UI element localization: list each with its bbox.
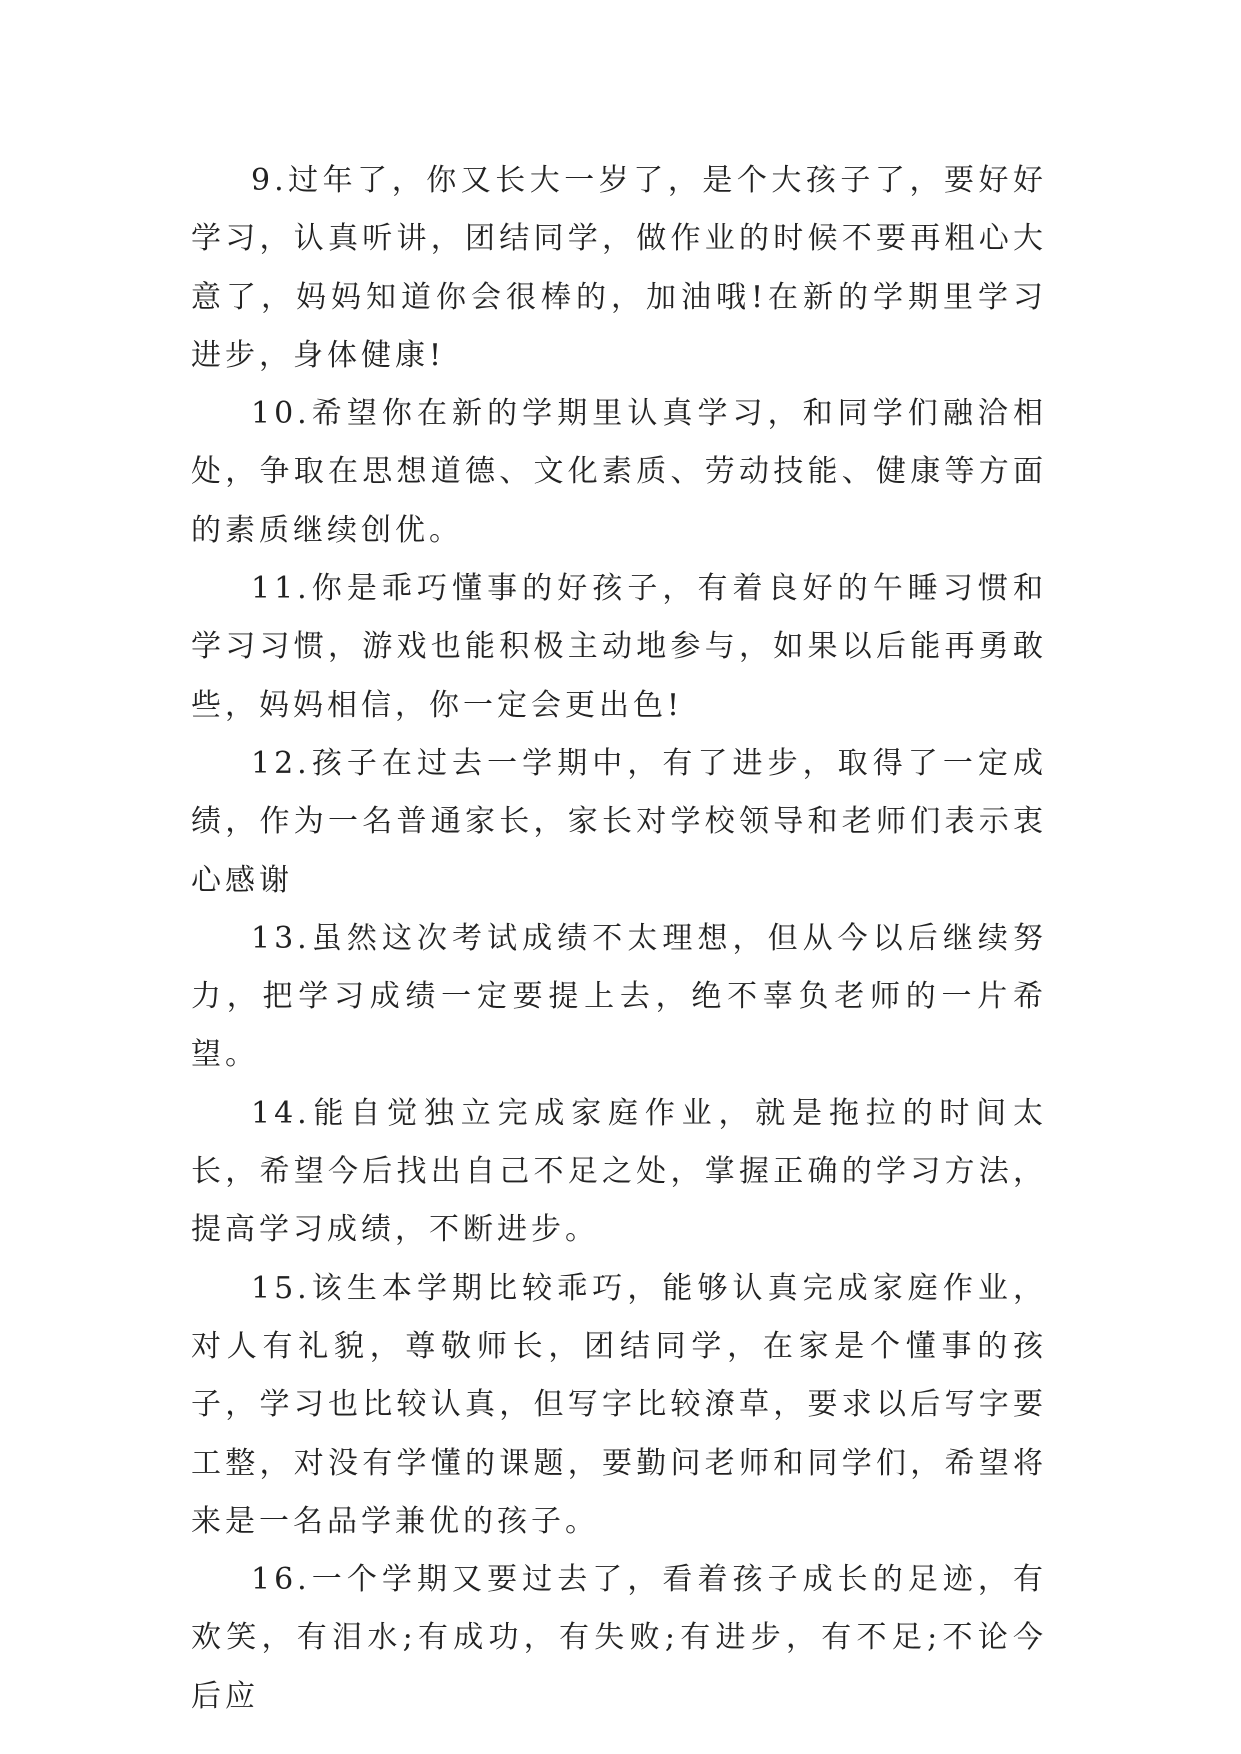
paragraph-11: 11.你是乖巧懂事的好孩子，有着良好的午睡习惯和学习习惯，游戏也能积极主动地参与，如果以后能再勇敢些，妈妈相信，你一定会更出色! bbox=[191, 571, 1047, 723]
paragraph-9: 9.过年了，你又长大一岁了，是个大孩子了，要好好学习，认真听讲，团结同学，做作业的时候不要再粗心大意了，妈妈知道你会很棒的，加油哦!在新的学期里学习进步，身体健康! bbox=[191, 163, 1047, 373]
paragraph-14: 14.能自觉独立完成家庭作业，就是拖拉的时间太长，希望今后找出自己不足之处，掌握正确的学习方法，提高学习成绩，不断进步。 bbox=[191, 1095, 1047, 1248]
document-body bbox=[191, 152, 1047, 1726]
paragraph-16: 16.一个学期又要过去了，看着孩子成长的足迹，有欢笑，有泪水;有成功，有失败;有进步，有不足;不论今后应 bbox=[191, 1562, 1047, 1714]
paragraph-10: 10.希望你在新的学期里认真学习，和同学们融洽相处，争取在思想道德、文化素质、劳动技能、健康等方面的素质继续创优。 bbox=[191, 396, 1047, 548]
paragraph-13: 13.虽然这次考试成绩不太理想，但从今以后继续努力，把学习成绩一定要提上去，绝不辜负老师的一片希望。 bbox=[191, 920, 1047, 1073]
paragraph-15: 15.该生本学期比较乖巧，能够认真完成家庭作业，对人有礼貌，尊敬师长，团结同学，在家是个懂事的孩子，学习也比较认真，但写字比较潦草，要求以后写字要工整，对没有学懂的课题，要勤问老师和同学们，希望将来是一名品学兼优的孩子。 bbox=[191, 1270, 1047, 1539]
paragraph-12: 12.孩子在过去一学期中，有了进步，取得了一定成绩，作为一名普通家长，家长对学校领导和老师们表示衷心感谢 bbox=[191, 745, 1047, 898]
